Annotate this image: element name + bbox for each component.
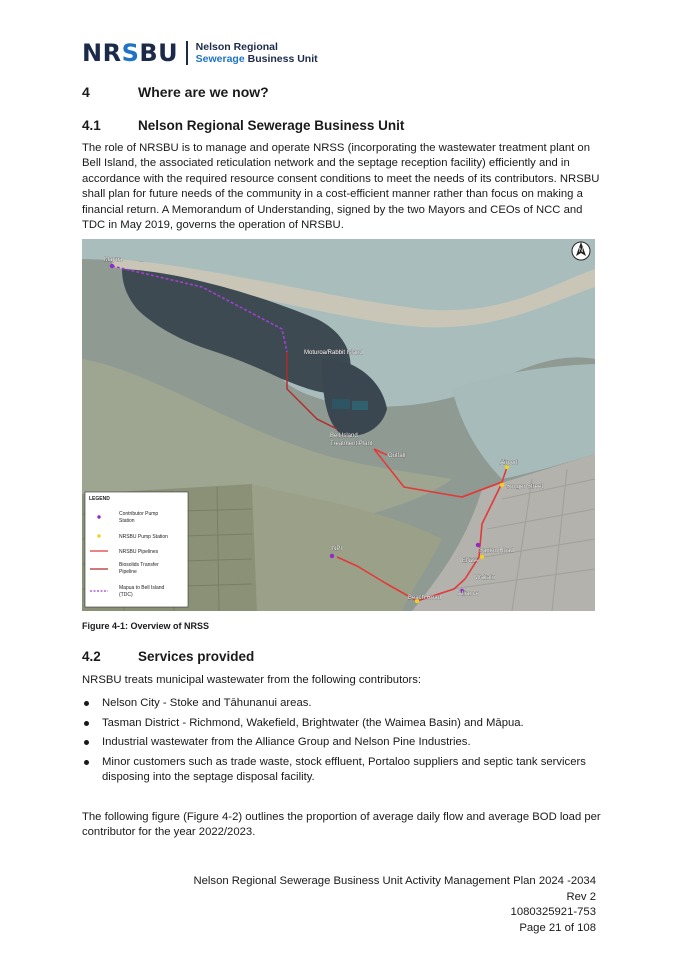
legend-label: Contributor Pump — [119, 511, 159, 517]
list-item — [82, 755, 602, 786]
page-footer — [193, 874, 596, 936]
legend-label: NRSBU Pump Station — [119, 534, 168, 540]
footer-page-number: Page 21 of 108 — [519, 921, 596, 934]
logo-divider — [186, 41, 188, 65]
map-image — [82, 239, 595, 611]
label-airport: Airport — [500, 460, 518, 466]
legend-label: (TDC) — [119, 592, 133, 598]
section-4-1-heading — [82, 118, 404, 133]
map-legend — [85, 492, 188, 607]
logo-line-2 — [196, 53, 318, 65]
list-item-text: Tasman District - Richmond, Wakefield, Brightwater (the Waimea Basin) and Māpua. — [102, 716, 524, 729]
section-4-2-heading — [82, 649, 254, 664]
section-title: Where are we now? — [138, 84, 269, 100]
section-number: 4 — [82, 84, 90, 100]
logo-line-2-rest: Business Unit — [244, 53, 318, 65]
section-number: 4.1 — [82, 118, 101, 133]
label-alliance: Alliance — [458, 591, 480, 597]
label-moturoa: Moturoa/Rabbit Island — [304, 350, 363, 356]
bullet-icon — [84, 760, 89, 765]
nrss-overview-map — [82, 239, 595, 611]
label-treatment-plant: Treatment Plant — [330, 441, 373, 447]
contributors-list — [82, 696, 602, 790]
section-title: Nelson Regional Sewerage Business Unit — [138, 118, 405, 133]
bullet-icon — [84, 740, 89, 745]
list-item — [82, 716, 602, 731]
footer-document-id: 1080325921-753 — [510, 906, 596, 919]
list-item — [82, 696, 602, 711]
label-mapua: Mapua — [104, 257, 123, 263]
label-beach-road: Beach Road — [408, 595, 442, 601]
bullet-icon — [84, 721, 89, 726]
section-title: Services provided — [138, 649, 255, 664]
section-number: 4.2 — [82, 649, 101, 664]
nrsbu-logo: NRSBU — [82, 39, 179, 67]
page-header — [82, 38, 318, 68]
label-saxton-road: Saxton Road — [479, 548, 514, 554]
label-enza: ENZA — [462, 558, 479, 564]
logo-line-2-colored: Sewerage — [195, 53, 245, 65]
bullet-icon — [84, 701, 89, 706]
list-item — [82, 735, 602, 750]
label-npi: NPI — [332, 546, 343, 552]
list-item-text: Nelson City - Stoke and Tāhunanui areas. — [102, 697, 312, 709]
section-4-1-paragraph: The role of NRSBU is to manage and operate NRSS (incorporating the wastewater treatment plant on Bell Island, the associated reticulation network and the septage reception facility) efficiently and in accordance with the required resource consent conditions to meet the needs of its contributors. NRSBU shall plan for future needs of the community in a cost-efficient manner rather than focus on making a financial return. A Memorandum of Understanding, signed by the two Mayors and CEOs of NCC and TDC in May 2019, governs the operation of NRSBU. — [82, 142, 600, 232]
north-label: N — [578, 248, 584, 254]
legend-title: LEGEND — [89, 496, 110, 502]
closing-paragraph: The following figure (Figure 4-2) outlines the proportion of average daily flow and average BOD load per contributor for the year 2022/2023. — [82, 811, 601, 839]
legend-label: Station — [119, 518, 135, 524]
legend-label: Mapua to Bell Island — [119, 585, 165, 591]
list-item-text: Minor customers such as trade waste, stock effluent, Portaloo suppliers and septic tank servicers disposing into the septage disposal facility. — [102, 755, 586, 784]
legend-label: Biosolids Transfer — [119, 562, 159, 568]
services-intro: NRSBU treats municipal wastewater from the following contributors: — [82, 674, 422, 686]
footer-revision: Rev 2 — [566, 890, 596, 903]
legend-label: Pipeline — [119, 569, 137, 575]
logo-line-1: Nelson Regional — [195, 41, 278, 53]
legend-label: NRSBU Pipelines — [119, 549, 159, 555]
label-wakatu: Wakatu — [475, 575, 496, 581]
logo-wordmark — [196, 41, 318, 65]
label-outfall: Outfall — [388, 453, 406, 459]
list-item-text: Industrial wastewater from the Alliance Group and Nelson Pine Industries. — [102, 736, 471, 749]
section-4-heading — [82, 84, 269, 100]
label-songer-street: Songer Street — [506, 484, 544, 490]
label-bell-island: Bell Island — [330, 433, 358, 439]
footer-document-title: Nelson Regional Sewerage Business Unit Activity Management Plan 2024 -2034 — [193, 875, 596, 887]
figure-caption: Figure 4-1: Overview of NRSS — [82, 621, 210, 631]
